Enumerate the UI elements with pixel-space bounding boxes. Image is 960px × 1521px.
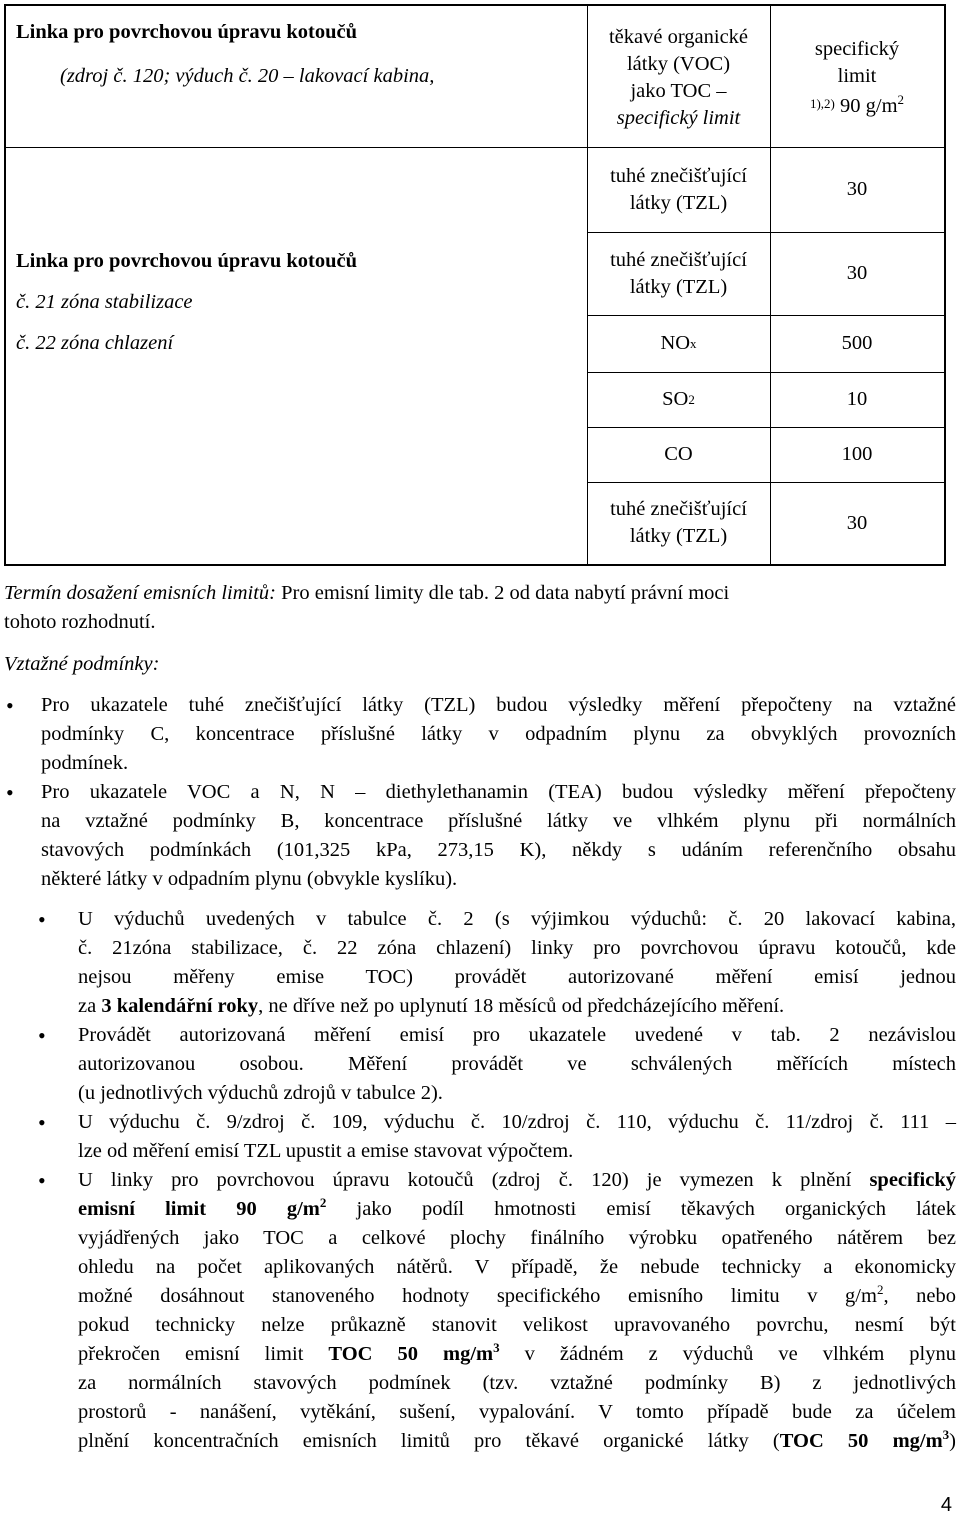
text-span: ) [949, 1430, 956, 1452]
source-title: Linka pro povrchovou úpravu kotoučů [16, 250, 358, 272]
list-item [38, 905, 956, 1021]
text-span: U linky pro povrchovou úpravu kotoučů (zdroj č. 120) je vymezen k plnění [78, 1169, 870, 1191]
pollutant-line: látky (TZL) [629, 276, 728, 298]
list-line: pokud technicky nelze průkazně stanovit velikost upravovaného povrchu, nesmí být [78, 1314, 956, 1336]
list-line [78, 1427, 956, 1456]
list-item [38, 1021, 956, 1108]
text-span: jako podíl hmotnosti emisí těkavých organických látek [326, 1198, 956, 1220]
deadline-text: tohoto rozhodnutí. [4, 611, 156, 633]
list-line: za normálních stavových podmínek (tzv. vztažné podmínky B) z jednotlivých [78, 1372, 956, 1394]
pollutant-line: jako TOC – [630, 80, 727, 102]
pollutant-tzl-cell [587, 147, 770, 232]
pollutant-tzl-cell [587, 234, 770, 314]
deadline-paragraph [4, 579, 956, 637]
limit-footnote: 1),2) [809, 96, 835, 111]
source-subtitle: č. 21 zóna stabilizace [16, 291, 193, 313]
superscript: 2 [319, 1195, 327, 1211]
list-line: některé látky v odpadním plynu (obvykle kyslíku). [41, 868, 458, 890]
bullet-icon: • [38, 1023, 46, 1048]
limit-value-cell: 10 [846, 388, 868, 410]
emphasis-text: emisní limit 90 g/m [78, 1198, 320, 1220]
list-line: podmínky C, koncentrace příslušné látky v odpadním plynu za obvyklých provozních [41, 723, 956, 745]
list-item [38, 1108, 956, 1166]
page-number: 4 [940, 1494, 952, 1516]
emphasis-text: TOC 50 mg/m [328, 1343, 494, 1365]
source-title: Linka pro povrchovou úpravu kotoučů [16, 21, 358, 43]
list-line [78, 1340, 956, 1369]
list-item [4, 778, 956, 894]
text-span: , ne dříve než po uplynutí 18 měsíců od předcházejícího měření. [258, 995, 785, 1017]
pollutant-line: těkavé organické [608, 26, 749, 48]
list-line [78, 992, 956, 1021]
list-line: autorizovanou osobou. Měření provádět ve schválených měřících místech [78, 1053, 956, 1075]
source-subtitle: č. 22 zóna chlazení [16, 332, 174, 354]
list-line: podmínek. [41, 752, 129, 774]
list-line: Pro ukazatele tuhé znečišťující látky (TZL) budou výsledky měření přepočteny na vztažné [41, 694, 956, 716]
pollutant-co-cell: CO [664, 443, 693, 465]
pollutant-name: NO [660, 332, 691, 354]
superscript: 3 [493, 1340, 500, 1356]
bullet-icon: • [6, 780, 14, 805]
list-item [4, 691, 956, 778]
list-line: č. 21zóna stabilizace, č. 22 zóna chlazení) linky pro povrchovou úpravu kotoučů, kde [78, 937, 956, 959]
limit-value-cell: 500 [841, 332, 873, 354]
limit-exponent: 2 [897, 92, 905, 108]
emphasis-text: specifický [869, 1169, 956, 1191]
limit-value: 90 g/m [840, 95, 898, 117]
pollutant-line: tuhé znečišťující [610, 249, 747, 271]
conditions-list [4, 691, 956, 894]
list-line: Pro ukazatele VOC a N, N – diethylethanamin (TEA) budou výsledky měření přepočteny [41, 781, 956, 803]
limit-value-cell: 100 [841, 443, 873, 465]
text-span: plnění koncentračních emisních limitů pro těkavé organické látky ( [78, 1430, 780, 1452]
list-line: prostorů - nanášení, vytěkání, sušení, vypalování. V tomto případě bude za účelem [78, 1401, 956, 1423]
limit-voc-cell [770, 32, 944, 124]
pollutant-line: látky (TZL) [629, 191, 728, 214]
bullet-icon: • [38, 1110, 46, 1135]
bullet-icon: • [38, 907, 46, 932]
superscript: 3 [942, 1427, 950, 1443]
pollutant-voc-cell [587, 16, 770, 140]
pollutant-line: tuhé znečišťující [610, 498, 747, 520]
list-line: lze od měření emisí TZL upustit a emise stavovat výpočtem. [78, 1140, 574, 1162]
limit-value-cell: 30 [846, 511, 868, 534]
pollutant-tzl-cell [587, 482, 770, 564]
emphasis-text: 3 kalendářní roky [101, 995, 259, 1017]
limit-value-cell: 30 [846, 262, 868, 284]
list-line: ohledu na počet aplikovaných nátěrů. V případě, že nebude technicky a ekonomicky [78, 1256, 956, 1278]
list-line: vyjádřených jako TOC a celkové plochy finálního výrobku opatřeného nátěrem bez [78, 1227, 956, 1249]
limit-line: limit [837, 65, 877, 87]
pollutant-nox-cell: NO x [587, 315, 770, 372]
text-span: za [78, 995, 102, 1017]
list-item [38, 1166, 956, 1456]
list-line [78, 1166, 956, 1195]
list-line: (u jednotlivých výduchů zdrojů v tabulce 2). [78, 1082, 443, 1104]
bullet-icon: • [38, 1168, 46, 1193]
pollutant-line: tuhé znečišťující [610, 164, 747, 187]
pollutant-line: látky (TZL) [629, 525, 728, 547]
list-line [78, 1282, 956, 1311]
pollutant-name: SO [662, 388, 689, 410]
list-line: stavových podmínkách (101,325 kPa, 273,15 K), někdy s udáním referenčního obsahu [41, 839, 956, 861]
text-span: , nebo [883, 1285, 956, 1307]
text-span: překročen emisní limit [78, 1343, 329, 1365]
bullet-icon: • [6, 693, 14, 718]
deadline-text: Pro emisní limity dle tab. 2 od data nabytí právní moci [276, 582, 730, 604]
pollutant-line: látky (VOC) [626, 53, 731, 75]
emphasis-text: TOC 50 mg/m [779, 1430, 943, 1452]
list-line: U výduchů uvedených v tabulce č. 2 (s výjimkou výduchů: č. 20 lakovací kabina, [78, 908, 956, 930]
list-line: nejsou měřeny emise TOC) provádět autorizované měření emisí jednou [78, 966, 956, 988]
source-subtitle: (zdroj č. 120; výduch č. 20 – lakovací kabina, [60, 65, 435, 87]
limit-line [810, 90, 904, 120]
limit-value-cell: 30 [846, 178, 868, 200]
pollutant-line: specifický limit [616, 107, 741, 129]
list-line: na vztažné podmínky B, koncentrace příslušné látky ve vlhkém plynu při normálních [41, 810, 956, 832]
conditions-label: Vztažné podmínky: [4, 653, 160, 675]
emission-limits-table [4, 4, 946, 566]
text-span: v žádném z výduchů ve vlhkém plynu [499, 1343, 957, 1365]
deadline-label: Termín dosažení emisních limitů: [4, 582, 277, 604]
superscript: 2 [876, 1282, 884, 1298]
requirements-list [38, 905, 956, 1456]
list-line [78, 1195, 956, 1224]
list-line: U výduchu č. 9/zdroj č. 109, výduchu č. 10/zdroj č. 110, výduchu č. 11/zdroj č. 111 – [78, 1111, 956, 1133]
pollutant-so2-cell: SO 2 [587, 372, 770, 427]
text-span: možné dosáhnout stanoveného hodnoty specifického emisního limitu v g/m [78, 1285, 877, 1307]
limit-line: specifický [814, 38, 900, 60]
list-line: Provádět autorizovaná měření emisí pro ukazatele uvedené v tab. 2 nezávislou [78, 1024, 956, 1046]
